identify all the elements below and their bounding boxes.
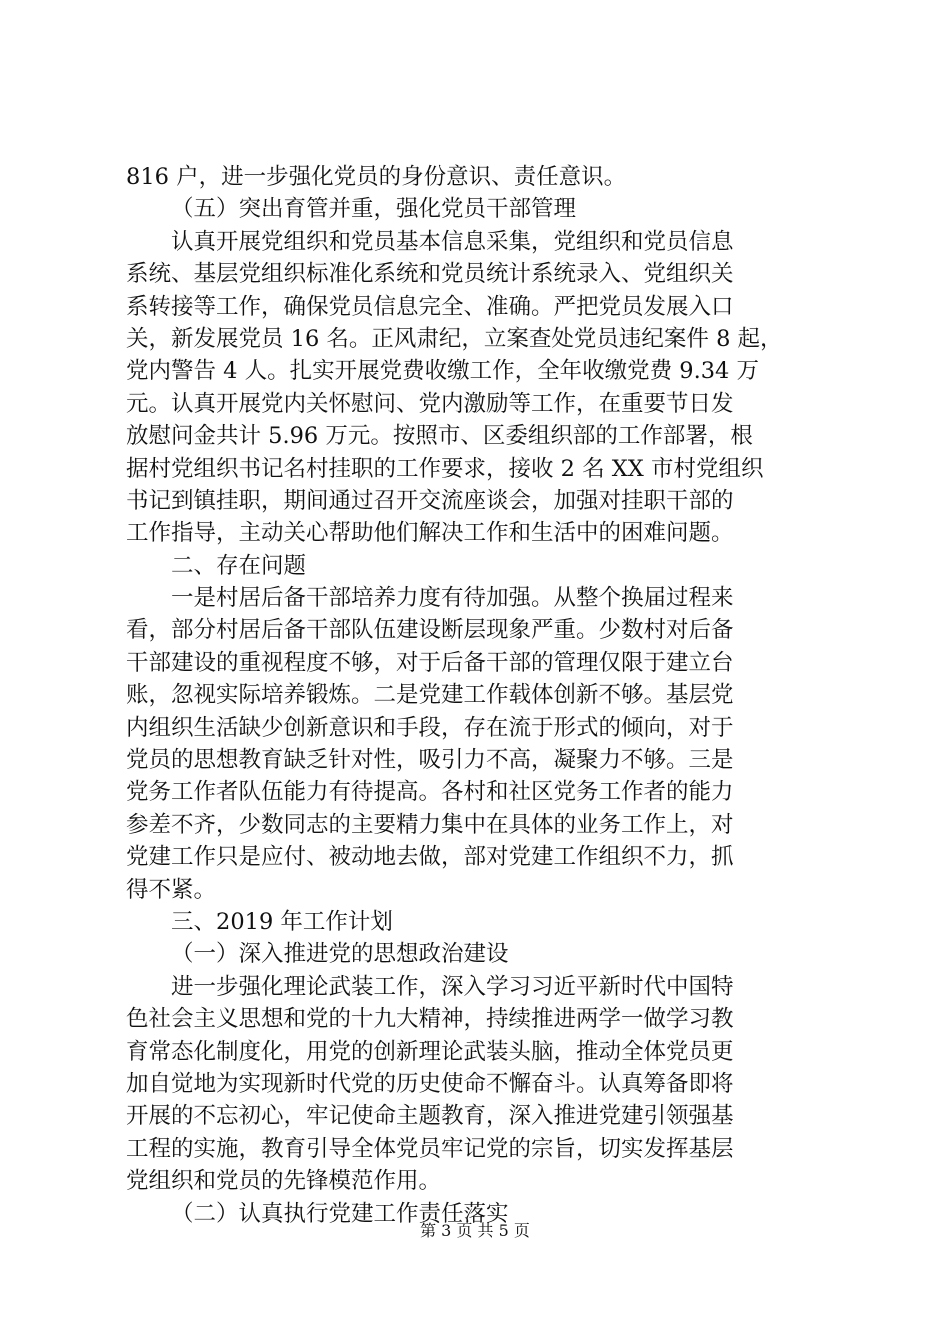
- text-line: 书记到镇挂职，期间通过召开交流座谈会，加强对挂职干部的: [126, 487, 734, 514]
- section-heading: （二）认真执行党建工作责任落实: [171, 1200, 509, 1227]
- text-line: 系转接等工作，确保党员信息完全、准确。严把党员发展入口: [126, 293, 734, 320]
- text-line: 放慰问金共计 5.96 万元。按照市、区委组织部的工作部署，根: [126, 423, 753, 450]
- text-line: 进一步强化理论武装工作，深入学习习近平新时代中国特: [171, 973, 734, 1000]
- text-line: 关，新发展党员 16 名。正风肃纪，立案查处党员违纪案件 8 起，: [126, 325, 783, 352]
- section-heading: 二、存在问题: [171, 552, 307, 579]
- text-line: 加自觉地为实现新时代党的历史使命不懈奋斗。认真筹备即将: [126, 1070, 734, 1097]
- text-line: 工作指导，主动关心帮助他们解决工作和生活中的困难问题。: [126, 520, 734, 547]
- section-heading: （一）深入推进党的思想政治建设: [171, 941, 509, 968]
- text-line: 看，部分村居后备干部队伍建设断层现象严重。少数村对后备: [126, 617, 734, 644]
- text-line: 816 户，进一步强化党员的身份意识、责任意识。: [126, 164, 627, 190]
- section-heading: 三、2019 年工作计划: [171, 908, 393, 935]
- text-line: 党组织和党员的先锋模范作用。: [126, 1168, 442, 1195]
- section-heading: （五）突出育管并重，强化党员干部管理: [171, 196, 577, 223]
- text-line: 开展的不忘初心，牢记使命主题教育，深入推进党建引领强基: [126, 1103, 734, 1130]
- text-line: 据村党组织书记名村挂职的工作要求，接收 2 名 XX 市村党组织: [126, 455, 764, 482]
- text-line: 工程的实施，教育引导全体党员牢记党的宗旨，切实发挥基层: [126, 1135, 734, 1162]
- text-line: 参差不齐，少数同志的主要精力集中在具体的业务工作上，对: [126, 811, 734, 838]
- text-line: 内组织生活缺少创新意识和手段，存在流于形式的倾向，对于: [126, 714, 734, 741]
- text-line: 元。认真开展党内关怀慰问、党内激励等工作，在重要节日发: [126, 390, 734, 417]
- text-line: 党建工作只是应付、被动地去做，部对党建工作组织不力，抓: [126, 844, 734, 871]
- text-line: 育常态化制度化，用党的创新理论武装头脑，推动全体党员更: [126, 1038, 734, 1065]
- text-line: 得不紧。: [126, 876, 217, 903]
- text-line: 账，忽视实际培养锻炼。二是党建工作载体创新不够。基层党: [126, 682, 734, 709]
- text-line: 色社会主义思想和党的十九大精神，持续推进两学一做学习教: [126, 1006, 734, 1033]
- document-body: [126, 161, 834, 1230]
- text-line: 一是村居后备干部培养力度有待加强。从整个换届过程来: [171, 585, 734, 612]
- text-line: 党员的思想教育缺乏针对性，吸引力不高，凝聚力不够。三是: [126, 747, 734, 774]
- text-line: 干部建设的重视程度不够，对于后备干部的管理仅限于建立台: [126, 649, 734, 676]
- text-line: 党内警告 4 人。扎实开展党费收缴工作，全年收缴党费 9.34 万: [126, 358, 760, 385]
- text-line: 系统、基层党组织标准化系统和党员统计系统录入、党组织关: [126, 261, 734, 288]
- text-line: 认真开展党组织和党员基本信息采集，党组织和党员信息: [171, 228, 734, 255]
- text-line: 党务工作者队伍能力有待提高。各村和社区党务工作者的能力: [126, 779, 734, 806]
- page-footer: 第 3 页 共 5 页: [420, 1221, 530, 1240]
